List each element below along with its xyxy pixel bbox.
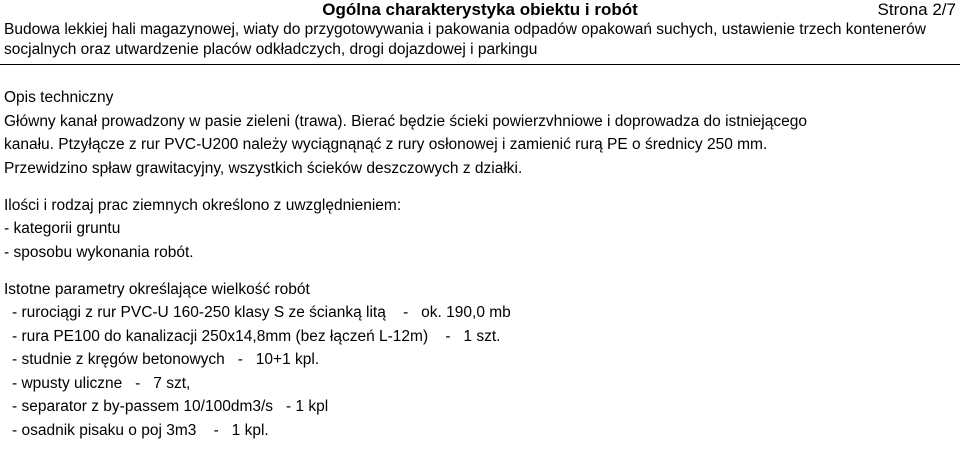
document-body	[4, 86, 954, 442]
project-title-line-2: socjalnych oraz utwardzenie placów odkładczych, drogi dojazdowej i parkingu	[4, 41, 538, 58]
header-title: Ogólna charakterystyka obiektu i robót	[322, 0, 638, 19]
list-item: - studnie z kręgów betonowych - 10+1 kpl.	[12, 351, 320, 368]
section-heading: Istotne parametry określające wielkość robót	[4, 280, 310, 298]
header-divider	[0, 64, 960, 65]
list-item: - rurociągi z rur PVC-U 160-250 klasy S ze ścianką litą - ok. 190,0 mb	[12, 304, 511, 321]
section-heading: Opis techniczny	[4, 89, 114, 106]
list-item: - sposobu wykonania robót.	[4, 243, 194, 261]
list-item: - wpusty uliczne - 7 szt,	[12, 374, 191, 392]
list-item: - osadnik pisaku o poj 3m3 - 1 kpl.	[12, 421, 269, 439]
paragraph-line: kanału. Ptzyłącze z rur PVC-U200 należy wyciągnąnąć z rury osłonowej i zamienić rurą PE o średnicy 250 mm.	[4, 136, 768, 153]
project-title-line-1: Budowa lekkiej hali magazynowej, wiaty do przygotowywania i pakowania odpadów opakowań suchych, ustawienie trzech kontenerów	[4, 21, 926, 38]
section-heading: Ilości i rodzaj prac ziemnych określono z uwzględnieniem:	[4, 196, 402, 214]
paragraph-line: Przewidzino spław grawitacyjny, wszystkich ścieków deszczowych z działki.	[4, 159, 523, 177]
list-item: - kategorii gruntu	[4, 220, 121, 237]
page-number: Strona 2/7	[877, 0, 956, 19]
paragraph-spacer	[4, 264, 954, 278]
paragraph-spacer	[4, 180, 954, 194]
section-parameters	[4, 278, 954, 443]
list-item: - separator z by-passem 10/100dm3/s - 1 kpl	[12, 398, 329, 415]
paragraph-line: Główny kanał prowadzony w pasie zieleni (trawa). Bierać będzie ścieki powierzvhniowe i doprowadza do istniejącego	[4, 112, 807, 130]
section-earthworks	[4, 194, 954, 265]
project-title	[4, 20, 956, 60]
section-technical-description	[4, 86, 954, 180]
list-item: - rura PE100 do kanalizacji 250x14,8mm (bez łączeń L-12m) - 1 szt.	[12, 327, 501, 345]
page-header	[0, 0, 960, 64]
